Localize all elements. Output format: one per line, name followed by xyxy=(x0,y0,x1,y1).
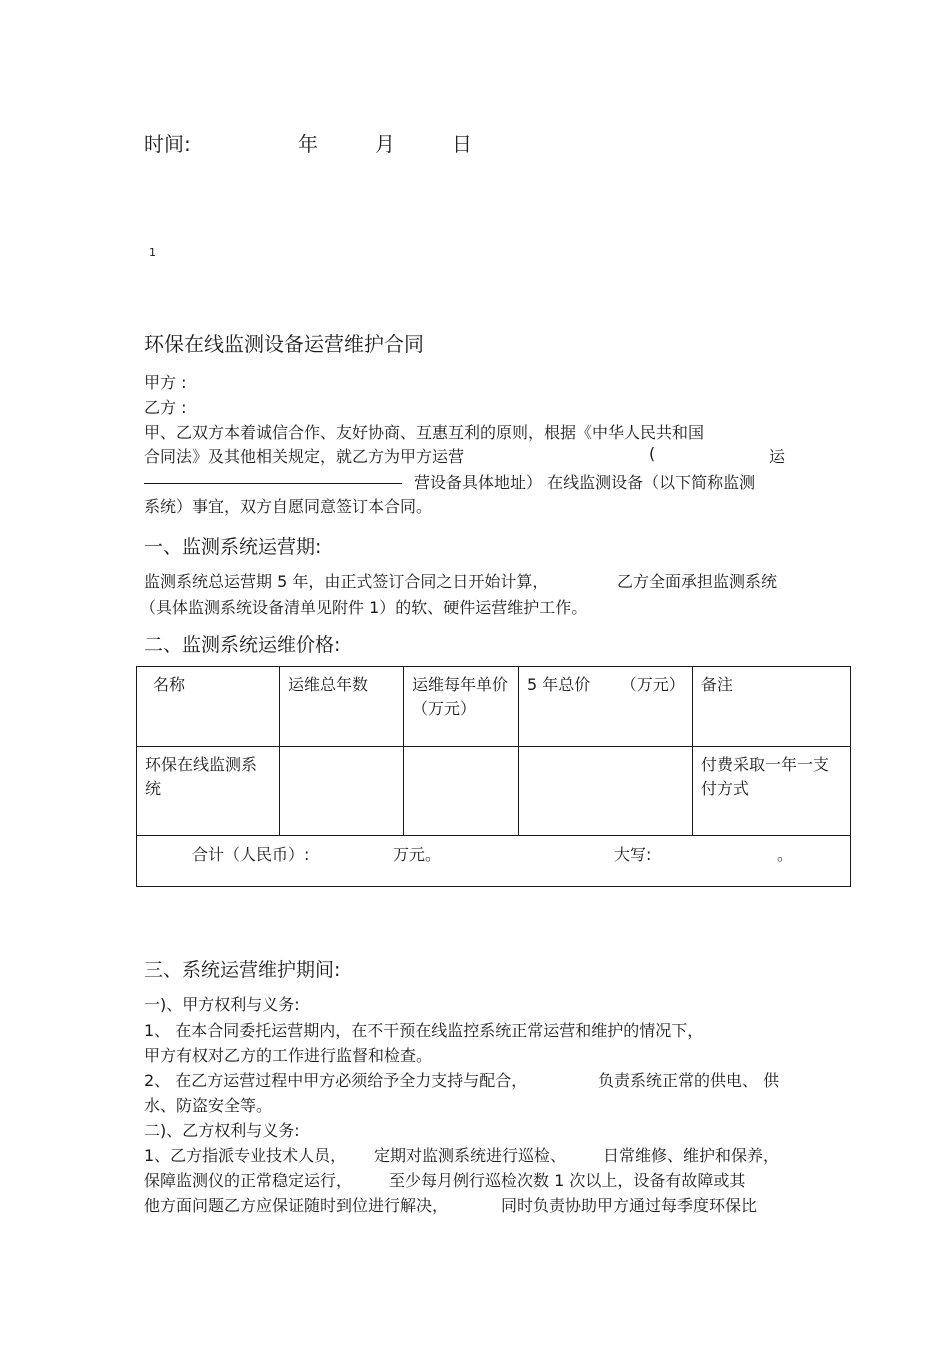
row-cell-unit-price xyxy=(404,747,519,836)
section-2-heading: 二、监测系统运维价格: xyxy=(144,634,341,656)
b1-line-1a: 1、乙方指派专业技术人员， xyxy=(144,1146,347,1165)
contract-title: 环保在线监测设备运营维护合同 xyxy=(144,332,424,356)
section-1-line-2: （具体监测系统设备清单见附件 1）的软、硬件运营维护工作。 xyxy=(140,598,588,617)
header-cell-remark: 备注 xyxy=(693,667,851,747)
b1-line-2a: 保障监测仪的正常稳定运行， xyxy=(144,1171,353,1190)
intro-line-3: 营设备具体地址） 在线监测设备（以下简称监测 xyxy=(414,473,756,492)
capital-label: 大写: xyxy=(614,845,652,864)
a2-line-1b: 负责系统正常的供电、 供 xyxy=(598,1071,780,1090)
a2-line-2: 水、防盗安全等。 xyxy=(144,1096,273,1115)
date-month: 月 xyxy=(375,132,395,156)
date-label: 时间: xyxy=(144,132,191,156)
header-cell-total-price: 5 年总价 （万元） xyxy=(519,667,693,747)
header-cell-years: 运维总年数 xyxy=(280,667,404,747)
row-cell-total-price xyxy=(519,747,693,836)
total-label: 合计（人民币）: xyxy=(192,845,310,864)
b1-line-1b: 定期对监测系统进行巡检、 xyxy=(374,1146,567,1165)
party-a-rights-heading: 一)、甲方权利与义务: xyxy=(144,995,300,1014)
b1-line-3b: 同时负责协助甲方通过每季度环保比 xyxy=(501,1196,758,1215)
capital-end: 。 xyxy=(777,845,794,864)
header-cell-unit-price: 运维每年单价（万元） xyxy=(404,667,519,747)
row-cell-years xyxy=(280,747,404,836)
section-1-line-1a: 监测系统总运营期 5 年，由正式签订合同之日开始计算， xyxy=(144,572,549,591)
address-blank-line xyxy=(144,483,402,484)
party-b-rights-heading: 二)、乙方权利与义务: xyxy=(144,1121,300,1140)
row-cell-name: 环保在线监测系统 xyxy=(137,747,280,836)
header-cell-name: 名称 xyxy=(137,667,280,747)
section-1-line-1b: 乙方全面承担监测系统 xyxy=(617,572,778,591)
intro-line-2: 合同法》及其他相关规定，就乙方为甲方运营 xyxy=(144,447,465,466)
row-cell-remark: 付费采取一年一支付方式 xyxy=(693,747,851,836)
intro-line-2-paren: ( xyxy=(649,444,656,463)
price-table xyxy=(136,666,851,887)
table-header-row xyxy=(137,667,851,747)
section-3-heading: 三、系统运营维护期间: xyxy=(144,959,341,981)
party-a-label: 甲方 : xyxy=(144,373,187,392)
b1-line-1c: 日常维修、维护和保养， xyxy=(603,1146,780,1165)
date-day: 日 xyxy=(452,132,472,156)
intro-line-4: 系统）事宜，双方自愿同意签订本合同。 xyxy=(144,497,433,516)
section-1-heading: 一、监测系统运营期: xyxy=(144,536,322,558)
intro-line-1: 甲、乙双方本着诚信合作、友好协商、互惠互利的原则，根据《中华人民共和国 xyxy=(144,423,705,442)
total-cell xyxy=(137,836,851,887)
table-total-row xyxy=(137,836,851,887)
a2-line-1a: 2、 在乙方运营过程中甲方必须给予全力支持与配合， xyxy=(144,1071,528,1090)
b1-line-3a: 他方面问题乙方应保证随时到位进行解决， xyxy=(144,1196,449,1215)
a1-line-2: 甲方有权对乙方的工作进行监督和检查。 xyxy=(144,1046,433,1065)
page-number: 1 xyxy=(149,246,156,259)
date-year: 年 xyxy=(298,132,318,156)
party-b-label: 乙方 : xyxy=(144,398,187,417)
table-row xyxy=(137,747,851,836)
total-unit: 万元。 xyxy=(393,845,442,864)
intro-line-2-end: 运 xyxy=(769,447,786,466)
a1-line-1: 1、 在本合同委托运营期内，在不干预在线监控系统正常运营和维护的情况下， xyxy=(144,1021,704,1040)
b1-line-2b: 至少每月例行巡检次数 1 次以上，设备有故障或其 xyxy=(389,1171,746,1190)
